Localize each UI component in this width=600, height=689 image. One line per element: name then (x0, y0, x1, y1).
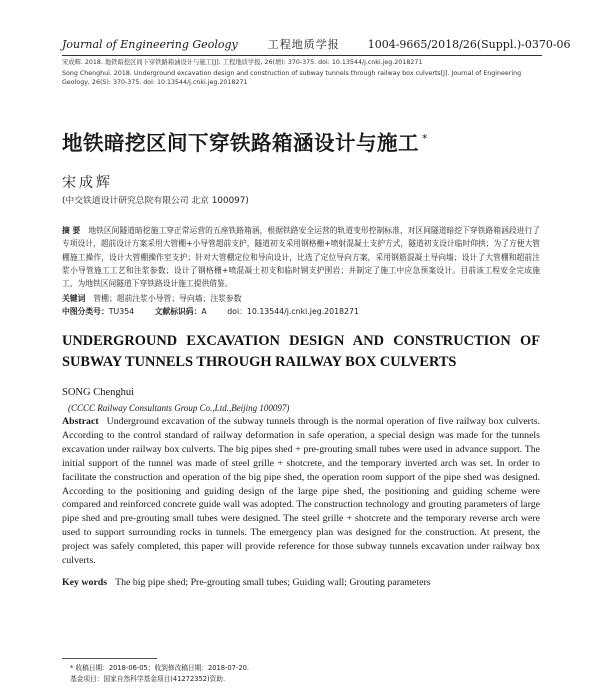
paper-title-cn-text: 地铁暗挖区间下穿铁路箱涵设计与施工 (62, 131, 419, 155)
abstract-cn-label: 摘 要 (62, 226, 81, 235)
keywords-cn (62, 293, 540, 305)
citation-en: Song Chenghui. 2018. Underground excavation design and construction of subway tunnels through railway box culverts[J]. Journal of Engineering Geology, 26(S): 370-375. doi: 10.13544/j.cnki.jeg.2018271 (62, 70, 522, 86)
keywords-en-text: The big pipe shed; Pre-grouting small tubes; Guiding wall; Grouting parameters (115, 577, 431, 588)
footnote-mark: * (422, 132, 428, 146)
abstract-en (62, 415, 540, 568)
keywords-cn-label: 关键词 (62, 294, 86, 303)
citation-cn: 宋成辉. 2018. 地铁暗挖区间下穿铁路箱涵设计与施工[J]. 工程地质学报, 26(增): 370-375. doi: 10.13544/j.cnki.jeg.2018271 (62, 59, 423, 66)
author-en: SONG Chenghui (62, 387, 135, 398)
issn-code: 1004-9665/2018/26(Suppl.)-0370-06 (367, 38, 571, 51)
clc-label: 中图分类号： (62, 307, 109, 316)
abstract-en-label: Abstract (62, 416, 99, 427)
paper-title-cn (62, 126, 428, 156)
abstract-en-text: Underground excavation of the subway tunnels through is the normal operation of five railway box culverts. According to the control standard of railway deformation in safe operation, a special design was made for the tunnels excavation under railway box culverts. The big pipes shed + pre-grouting small tubes were used in advance support. The initial support of the tunnel was made of steel grille + shotcrete, and the temporary inverted arch was set. In order to facilitate the construction and operation of the big pipe shed, the operation room support of the pipe shed was designed. According to the positioning and guiding design of the large pipe shed, the positioning and guiding scheme were compared and reinforced concrete guide wall was adopted. The construction technology and grouting parameters of large pipe shed and pre-grouting small tubes were designed. The steel grille + shotcrete and the temporary reverse arch were used to support surrounding rocks in tunnels. The emergency plan was designed for the construction. At present, the project was safely completed, this paper will provide reference for those subway tunnels excavation under railway box culverts. (62, 416, 540, 567)
clc-code: TU354 (108, 307, 135, 316)
running-header (62, 36, 571, 56)
keywords-cn-text: 管棚；超前注浆小导管；导向墙；注浆参数 (93, 294, 242, 303)
affiliation-en: (CCCC Railway Consultants Group Co.,Ltd.,Beijing 100097) (68, 403, 290, 413)
paper-title-en-line1: UNDERGROUND EXCAVATION DESIGN AND CONSTRUCTION OF (62, 333, 540, 349)
paper-title-en (62, 331, 540, 373)
footnote-fund: 基金项目：国家自然科学基金项目(41272352)资助. (70, 675, 226, 683)
doi-label: doi： (227, 307, 247, 316)
journal-name: Journal of Engineering Geology (62, 38, 238, 51)
abstract-cn (62, 224, 540, 290)
keywords-en-label: Key words (62, 577, 108, 588)
footnote-received: * 收稿日期：2018-06-05；收到修改稿日期：2018-07-20. (70, 664, 249, 672)
affiliation-cn: (中交铁道设计研究总院有限公司 北京 100097) (62, 196, 249, 206)
keywords-en (62, 577, 540, 588)
paper-title-en-line2: SUBWAY TUNNELS THROUGH RAILWAY BOX CULVERTS (62, 354, 457, 370)
doc-code-label: 文献标识码： (154, 307, 202, 316)
abstract-cn-text: 地铁区间隧道暗挖施工穿正常运营的五座铁路箱涵，根据铁路安全运营的轨道变形控制标准，对区间隧道暗挖下穿铁路箱涵段进行了专项设计，超前设计方案采用大管棚+小导管超前支护，隧道初支采用钢格栅+喷射混凝土支护方式，隧道初支设计临时仰拱；为了方便大管棚施工操作，设计大管棚操作室支护；针对大管棚定位和导向设计，比选了定位导向方案，采用钢筋混凝土导向墙；设计了大管棚和超前注浆小导管施工工艺和注浆参数；设计了钢格栅+喷混凝土初支和临时钢支护围岩；并制定了施工中应急预案设计。目前该工程安全完成施工，为地铁区间隧道下穿铁路设计施工提供借鉴。 (62, 226, 540, 289)
journal-name-cn: 工程地质学报 (267, 38, 340, 51)
classification-line (62, 306, 540, 318)
doi-code: 10.13544/j.cnki.jeg.2018271 (246, 307, 359, 316)
footnote-divider (62, 658, 157, 659)
doc-code: A (201, 307, 207, 316)
author-cn: 宋成辉 (62, 175, 113, 191)
